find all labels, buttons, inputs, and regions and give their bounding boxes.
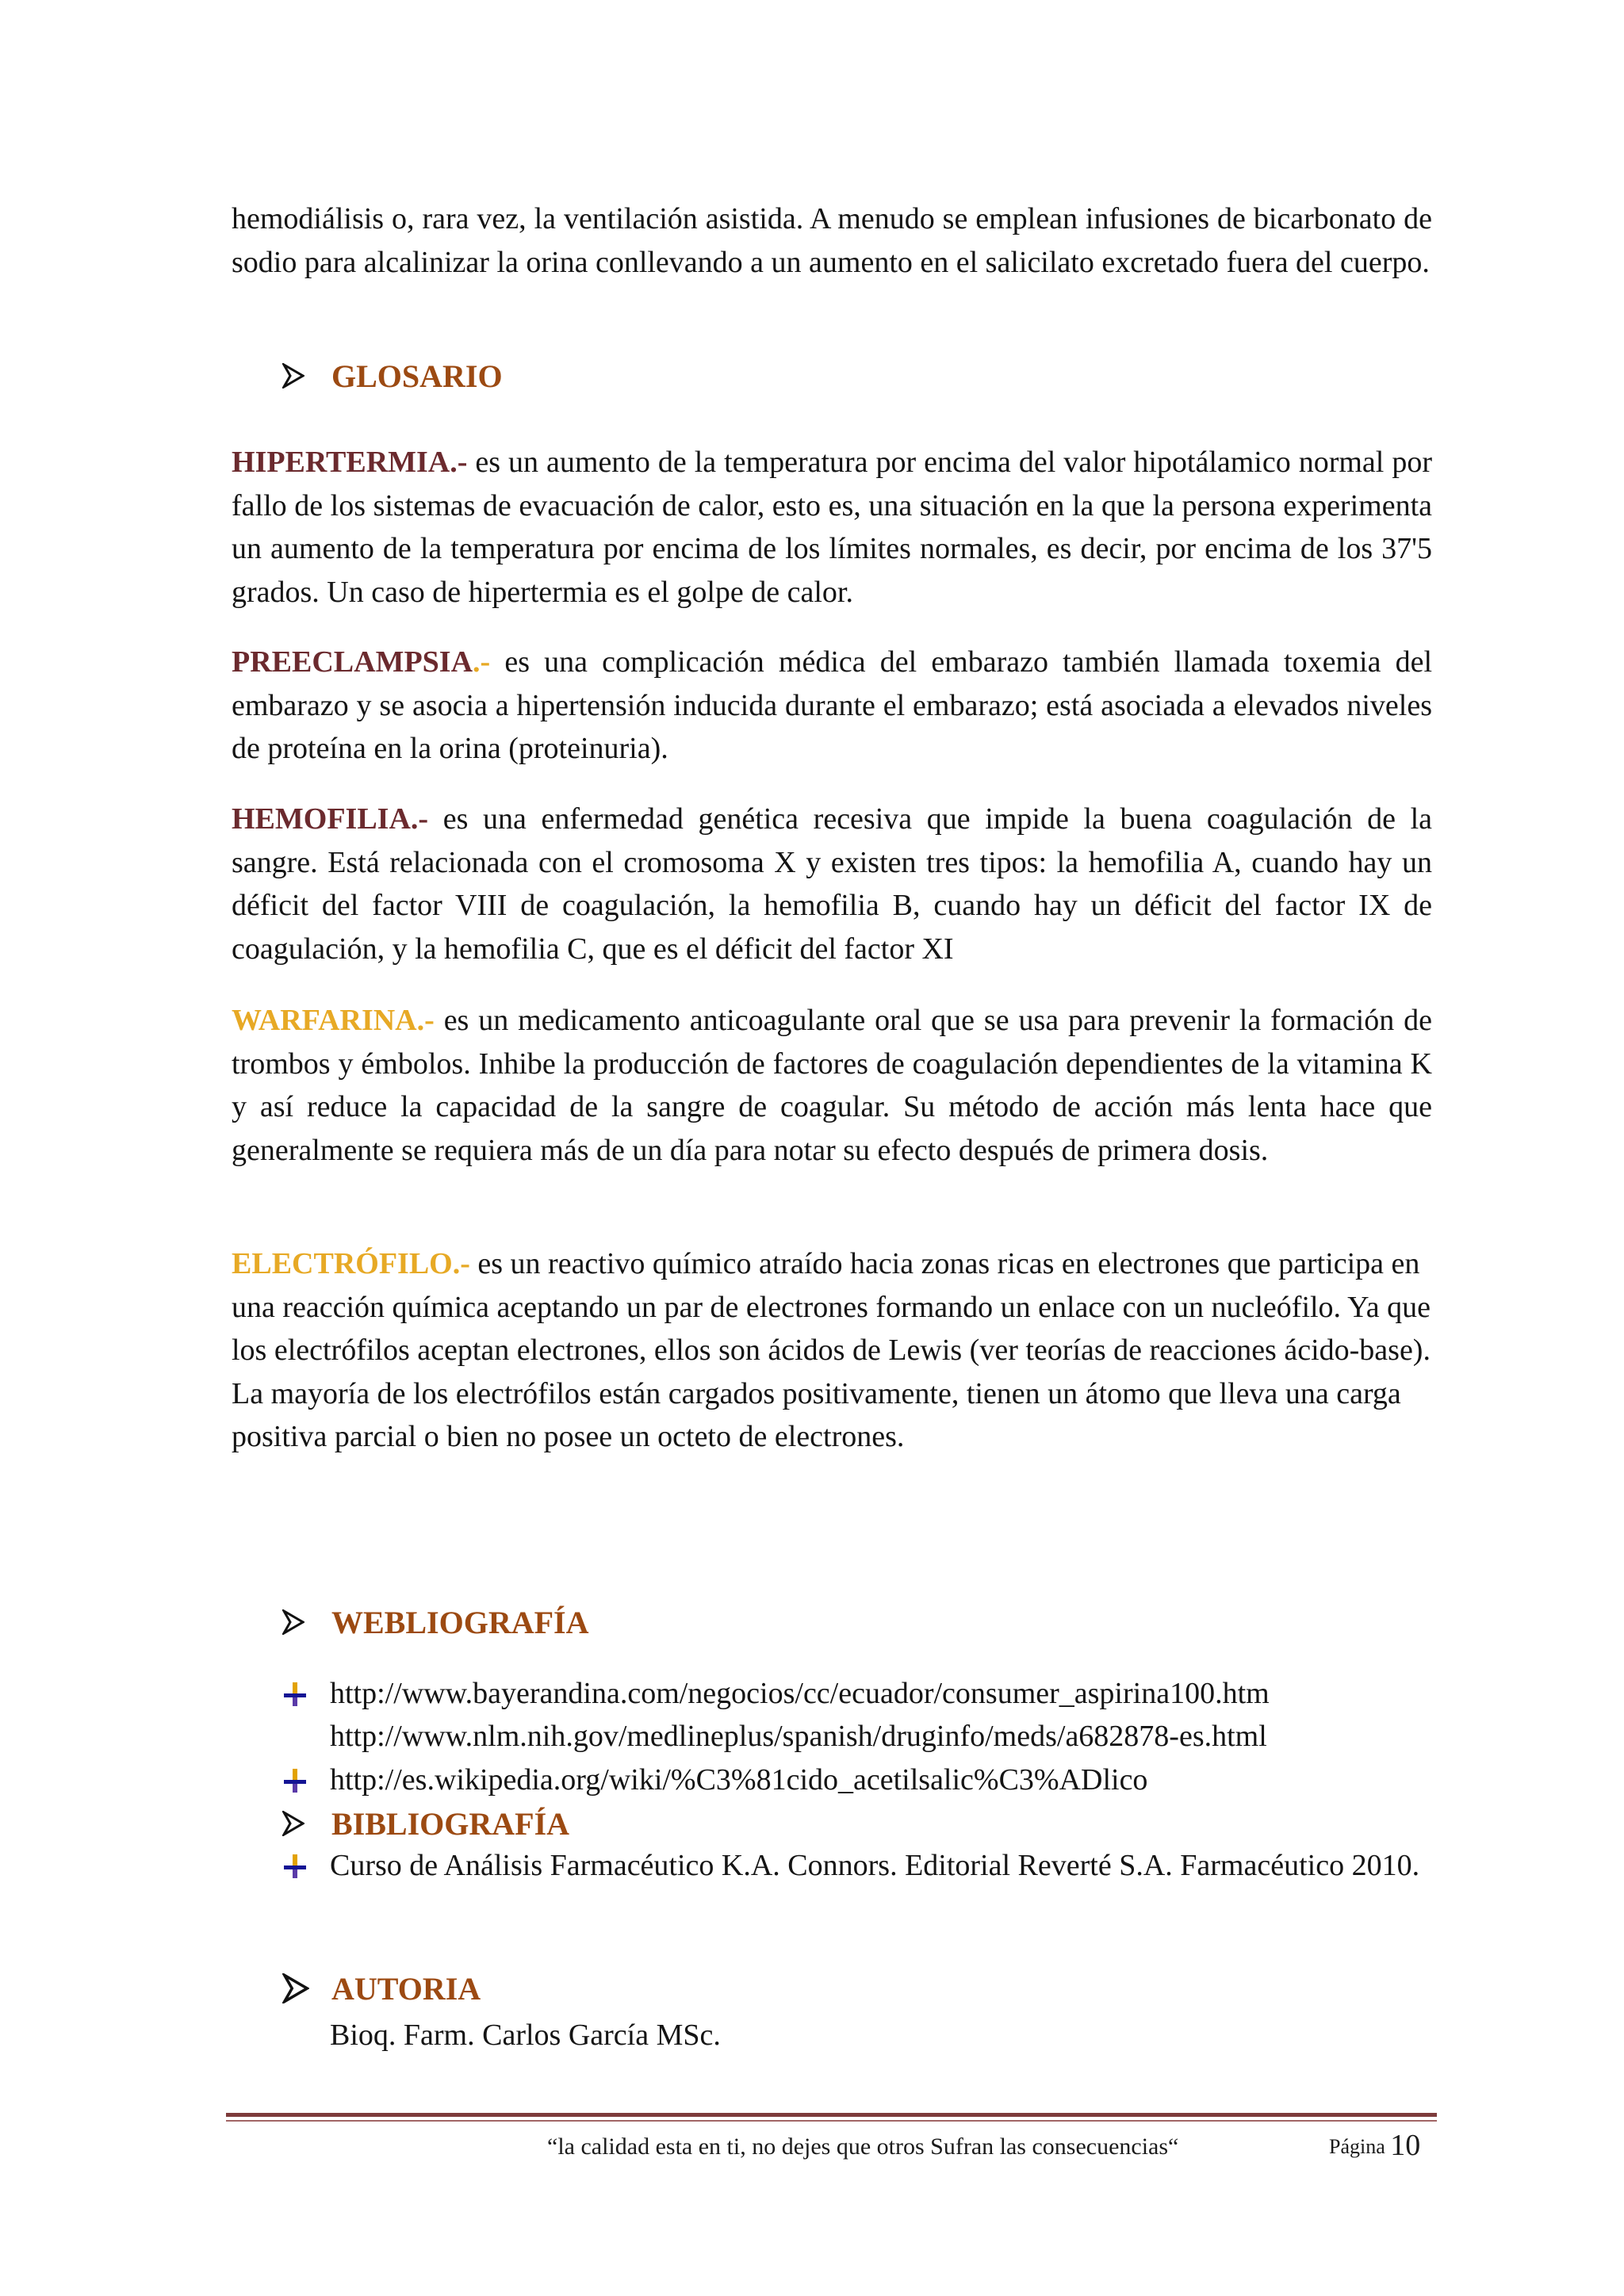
bibliografia-title: BIBLIOGRAFÍA (331, 1805, 570, 1842)
bibliography-entry: Curso de Análisis Farmacéutico K.A. Connors. Editorial Reverté S.A. Farmacéutico 2010. (330, 1849, 1420, 1882)
autoria-heading (282, 1965, 481, 2012)
glossary-separator: .- (450, 446, 468, 479)
bibliografia-heading (282, 1800, 569, 1847)
intro-paragraph: hemodiálisis o, rara vez, la ventilación asistida. A menudo se emplean infusiones de bicarbonato de sodio para alcalinizar la orina conllevando a un aumento en el salicilato excretado fuera del cuerpo. (232, 202, 1432, 279)
glossary-separator: .- (416, 1004, 435, 1037)
footer-divider (226, 2113, 1437, 2127)
glosario-heading (282, 352, 503, 400)
glosario-title: GLOSARIO (331, 358, 503, 394)
footer-page-number (1329, 2128, 1420, 2164)
webliography-item (282, 1758, 1432, 1801)
glossary-definition-hemofilia: es una enfermedad genética recesiva que impide la buena coagulación de la sangre. Está relacionada con el cromosoma X y existen tres tipos: la hemofilia A, cuando hay un déficit del factor VIII de coagulación, la hemofilia B, cuando hay un déficit del factor IX de coagulación, y la hemofilia C, que es el déficit del factor XI (232, 802, 1433, 966)
page-number: 10 (1390, 2129, 1421, 2162)
glossary-separator: .- (410, 802, 429, 836)
glossary-term-hemofilia: HEMOFILIA (232, 802, 411, 836)
glossary-separator: .- (452, 1247, 470, 1280)
glossary-definition-hipertermia: es un aumento de la temperatura por encima del valor hipotálamico normal por fallo de los sistemas de evacuación de calor, esto es, una situación en la que la persona experimenta un aumento de la temperatura por encima de los límites normales, es decir, por encima de los 37'5 grados. Un caso de hipertermia es el golpe de calor. (232, 446, 1432, 609)
arrowhead-bullet-icon (282, 1973, 309, 2003)
autoria-title: AUTORIA (331, 1970, 481, 2007)
glossary-term-electrofilo: ELECTRÓFILO (232, 1247, 453, 1280)
glossary-entry-electrofilo (232, 1242, 1432, 1459)
glossary-entry-hemofilia (232, 798, 1432, 970)
page-label: Página (1329, 2135, 1385, 2158)
glossary-definition-preeclampsia: es una complicación médica del embarazo también llamada toxemia del embarazo y se asocia a hipertensión inducida durante el embarazo; está asociada a elevados niveles de proteína en la orina (proteinuria). (232, 645, 1433, 765)
glossary-term-warfarina: WARFARINA (232, 1004, 417, 1037)
footer-quote: “la calidad esta en ti, no dejes que otros Sufran las consecuencias“ (547, 2133, 1179, 2160)
glossary-definition-electrofilo: es un reactivo químico atraído hacia zonas ricas en electrones que participa en una reacción química aceptando un par de electrones formando un enlace con un nucleófilo. Ya que los electrófilos aceptan electrones, ellos son ácidos de Lewis (ver teorías de reacciones ácido-base). La mayoría de los electrófilos están cargados positivamente, tienen un átomo que lleva una carga positiva parcial o bien no posee un octeto de electrones. (232, 1247, 1431, 1453)
webliografia-heading (282, 1598, 589, 1646)
glossary-term-preeclampsia: PREECLAMPSIA (232, 645, 473, 679)
plus-arrow-bullet-icon (282, 1768, 308, 1793)
bibliography-item (282, 1844, 1432, 1930)
plus-arrow-bullet-icon (282, 1854, 308, 1879)
webliography-link-3[interactable]: http://es.wikipedia.org/wiki/%C3%81cido_acetilsalic%C3%ADlico (330, 1763, 1148, 1797)
webliografia-title: WEBLIOGRAFÍA (331, 1604, 589, 1640)
arrowhead-bullet-icon (282, 1609, 304, 1635)
arrowhead-bullet-icon (282, 363, 304, 388)
glossary-definition-warfarina: es un medicamento anticoagulante oral que se usa para prevenir la formación de trombos y émbolos. Inhibe la producción de factores de coagulación dependientes de la vitamina K y así reduce la capacidad de la sangre de coagular. Su método de acción más lenta hace que generalmente se requiera más de un día para notar su efecto después de primera dosis. (232, 1004, 1432, 1167)
glossary-entry-preeclampsia (232, 641, 1432, 771)
webliography-item (282, 1672, 1432, 1758)
plus-arrow-bullet-icon (282, 1682, 308, 1707)
glossary-entry-hipertermia (232, 441, 1432, 614)
arrowhead-bullet-icon (282, 1811, 304, 1836)
webliography-link-1[interactable]: http://www.bayerandina.com/negocios/cc/ecuador/consumer_aspirina100.htm (330, 1677, 1270, 1710)
webliography-link-2[interactable]: http://www.nlm.nih.gov/medlineplus/spanish/druginfo/meds/a682878-es.html (330, 1720, 1267, 1753)
glossary-entry-warfarina (232, 999, 1432, 1172)
glossary-separator: .- (473, 645, 491, 679)
author-name: Bioq. Farm. Carlos García MSc. (330, 2019, 721, 2052)
glossary-term-hipertermia: HIPERTERMIA (232, 446, 450, 479)
